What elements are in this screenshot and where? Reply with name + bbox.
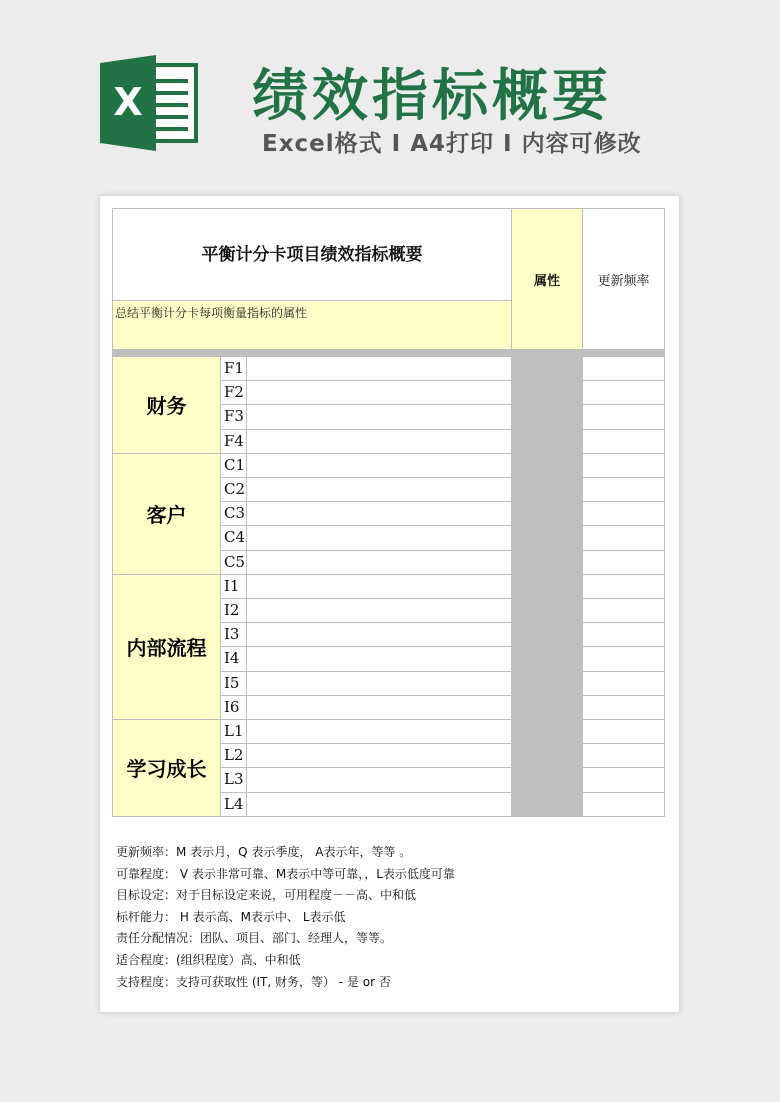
- category-label: 学习成长: [126, 757, 207, 782]
- update-frequency-cell[interactable]: [582, 477, 665, 502]
- indicator-name-cell[interactable]: [246, 477, 512, 502]
- update-frequency-header-cell: [582, 208, 665, 350]
- category-label: 财务: [146, 394, 187, 419]
- update-frequency-cell[interactable]: [582, 380, 665, 405]
- indicator-name-cell[interactable]: [246, 671, 512, 696]
- indicator-name-cell[interactable]: [246, 404, 512, 429]
- indicator-name-cell[interactable]: [246, 622, 512, 647]
- indicator-name-cell[interactable]: [246, 501, 512, 526]
- update-frequency-cell[interactable]: [582, 404, 665, 429]
- indicator-name-cell[interactable]: [246, 695, 512, 720]
- indicator-name-cell[interactable]: [246, 453, 512, 478]
- category-label: 客户: [146, 503, 187, 528]
- note-line: 更新频率：M 表示月，Q 表示季度， A表示年，等等 。: [116, 845, 412, 859]
- note-line: 标杆能力： H 表示高、M表示中、 L表示低: [116, 909, 346, 924]
- indicator-name-cell[interactable]: [246, 356, 512, 381]
- indicator-code-cell: L3: [220, 767, 247, 792]
- sheet-description: 总结平衡计分卡每项衡量指标的属性: [115, 306, 308, 320]
- update-frequency-header: 更新频率: [597, 273, 650, 289]
- document-page: [100, 196, 679, 1012]
- update-frequency-cell[interactable]: [582, 550, 665, 575]
- update-frequency-cell[interactable]: [582, 356, 665, 381]
- update-frequency-cell[interactable]: [582, 453, 665, 478]
- indicator-name-cell[interactable]: [246, 598, 512, 623]
- excel-icon-letter: X: [113, 80, 143, 124]
- indicator-code-cell: I6: [220, 695, 247, 720]
- indicator-name-cell[interactable]: [246, 525, 512, 550]
- banner: [0, 0, 780, 180]
- update-frequency-cell[interactable]: [582, 767, 665, 792]
- update-frequency-cell[interactable]: [582, 743, 665, 768]
- indicator-code-cell: I3: [220, 622, 247, 647]
- indicator-code-cell: L4: [220, 792, 247, 817]
- note-line: 目标设定：对于目标设定来说，可用程度－－高、中和低: [116, 888, 417, 903]
- indicator-code-cell: C2: [220, 477, 247, 502]
- banner-subtitle: Excel格式 I A4打印 I 内容可修改: [262, 131, 642, 157]
- indicator-code-cell: I5: [220, 671, 247, 696]
- indicator-code-cell: F2: [220, 380, 247, 405]
- update-frequency-cell[interactable]: [582, 574, 665, 599]
- indicator-name-cell[interactable]: [246, 380, 512, 405]
- sheet-description-cell: [112, 300, 512, 350]
- indicator-code-cell: I2: [220, 598, 247, 623]
- note-line: 支持程度：支持可获取性 (IT, 财务，等） - 是 or 否: [116, 974, 391, 989]
- attribute-header: 属性: [533, 273, 560, 289]
- indicator-name-cell[interactable]: [246, 792, 512, 817]
- category-label: 内部流程: [126, 636, 207, 661]
- category-cell: [112, 574, 221, 720]
- indicator-code-cell: C4: [220, 525, 247, 550]
- indicator-code-cell: L1: [220, 719, 247, 744]
- indicator-name-cell[interactable]: [246, 574, 512, 599]
- banner-title: 绩效指标概要: [252, 64, 612, 129]
- update-frequency-cell[interactable]: [582, 525, 665, 550]
- update-frequency-cell[interactable]: [582, 646, 665, 671]
- indicator-name-cell[interactable]: [246, 719, 512, 744]
- indicator-code-cell: C3: [220, 501, 247, 526]
- update-frequency-cell[interactable]: [582, 598, 665, 623]
- update-frequency-cell[interactable]: [582, 695, 665, 720]
- indicator-name-cell[interactable]: [246, 767, 512, 792]
- indicator-name-cell[interactable]: [246, 646, 512, 671]
- sheet-title: 平衡计分卡项目绩效指标概要: [201, 245, 423, 265]
- indicator-code-cell: L2: [220, 743, 247, 768]
- category-cell: [112, 453, 221, 575]
- attribute-header-cell: [511, 208, 583, 350]
- category-cell: [112, 356, 221, 454]
- note-line: 责任分配情况：团队、项目、部门、经理人，等等。: [116, 931, 393, 946]
- update-frequency-cell[interactable]: [582, 719, 665, 744]
- indicator-code-cell: C1: [220, 453, 247, 478]
- indicator-code-cell: I4: [220, 646, 247, 671]
- sheet-title-cell: [112, 208, 512, 301]
- update-frequency-cell[interactable]: [582, 429, 665, 454]
- indicator-code-cell: F1: [220, 356, 247, 381]
- notes: [116, 842, 666, 993]
- indicator-code-cell: C5: [220, 550, 247, 575]
- update-frequency-cell[interactable]: [582, 671, 665, 696]
- indicator-code-cell: I1: [220, 574, 247, 599]
- indicator-code-cell: F4: [220, 429, 247, 454]
- indicator-name-cell[interactable]: [246, 550, 512, 575]
- category-cell: [112, 719, 221, 817]
- note-line: 适合程度：(组织程度）高、中和低: [116, 952, 301, 967]
- update-frequency-cell[interactable]: [582, 501, 665, 526]
- excel-icon: [100, 55, 200, 151]
- indicator-code-cell: F3: [220, 404, 247, 429]
- attribute-column-fill: [511, 356, 583, 817]
- update-frequency-cell[interactable]: [582, 622, 665, 647]
- indicator-name-cell[interactable]: [246, 743, 512, 768]
- indicator-name-cell[interactable]: [246, 429, 512, 454]
- update-frequency-cell[interactable]: [582, 792, 665, 817]
- note-line: 可靠程度： V 表示非常可靠、M表示中等可靠，，L表示低度可靠: [116, 866, 455, 881]
